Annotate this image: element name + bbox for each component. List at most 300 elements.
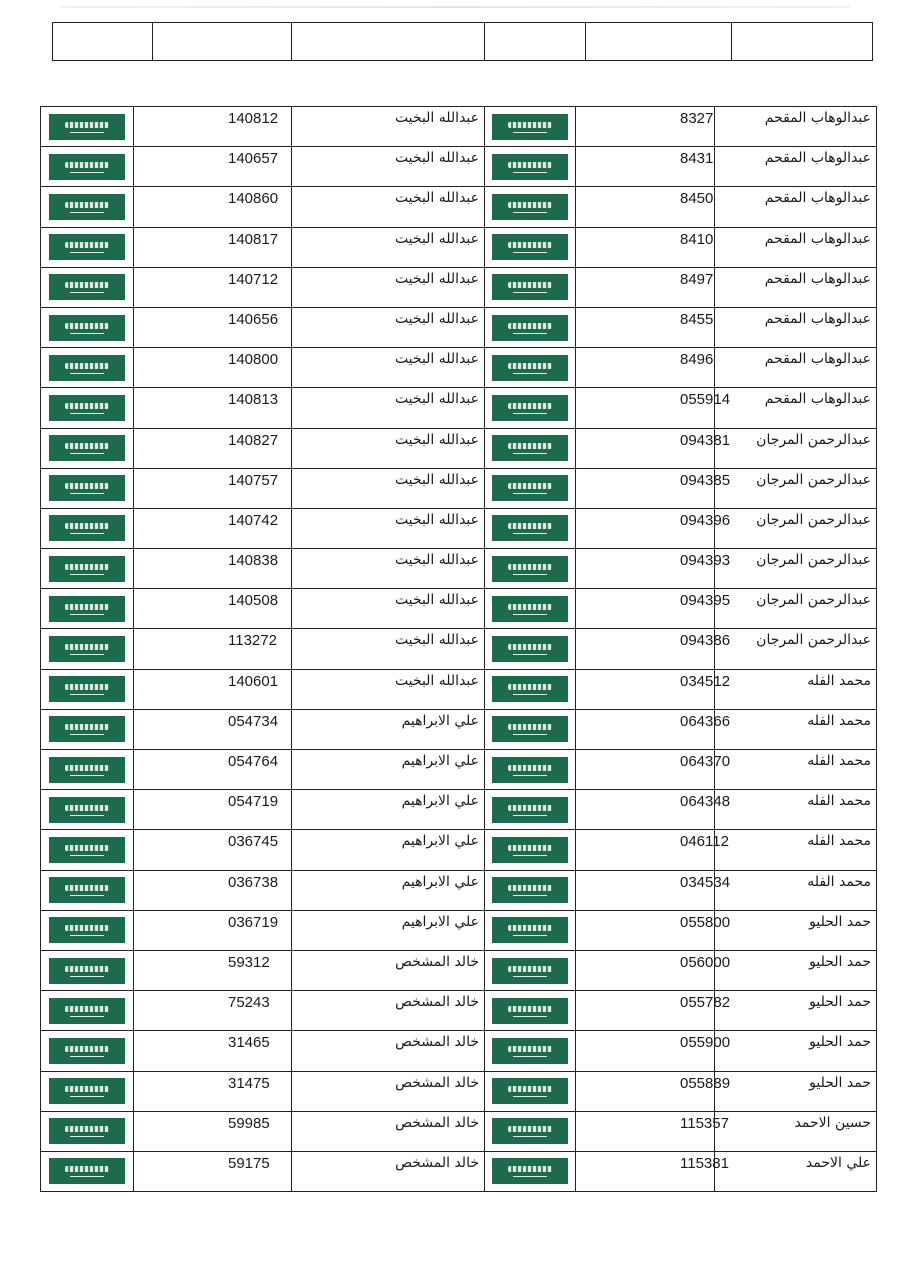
saudi-flag-icon bbox=[49, 435, 125, 461]
left-name-cell bbox=[292, 428, 485, 468]
saudi-flag-icon bbox=[49, 1158, 125, 1184]
right-number: 034512 bbox=[680, 672, 731, 690]
right-name: عبدالرحمن المرجان bbox=[756, 431, 871, 448]
right-name-cell bbox=[715, 549, 877, 589]
saudi-flag-icon bbox=[49, 757, 125, 783]
right-number-cell bbox=[576, 790, 731, 830]
right-number: 055914 bbox=[680, 391, 731, 409]
right-name: محمد الفله bbox=[807, 672, 871, 689]
left-name-cell bbox=[292, 991, 485, 1031]
saudi-flag-icon bbox=[492, 1118, 568, 1144]
left-number: 036719 bbox=[228, 913, 279, 931]
right-number: 8410 bbox=[680, 230, 714, 248]
table-row bbox=[41, 870, 877, 910]
left-number-cell bbox=[134, 468, 292, 508]
table-row bbox=[41, 388, 877, 428]
left-name-cell bbox=[292, 1151, 485, 1191]
table-row bbox=[41, 1031, 877, 1071]
right-number-cell bbox=[576, 508, 731, 548]
saudi-flag-icon bbox=[492, 515, 568, 541]
saudi-flag-icon bbox=[49, 114, 125, 140]
right-number: 055782 bbox=[680, 994, 731, 1012]
left-flag-cell bbox=[41, 669, 134, 709]
saudi-flag-icon bbox=[492, 274, 568, 300]
left-name-cell bbox=[292, 508, 485, 548]
left-number: 036738 bbox=[228, 873, 279, 891]
left-name-cell bbox=[292, 187, 485, 227]
saudi-flag-icon bbox=[492, 877, 568, 903]
saudi-flag-icon bbox=[49, 154, 125, 180]
right-number-cell bbox=[576, 629, 731, 669]
left-number: 054719 bbox=[228, 793, 279, 811]
left-flag-cell bbox=[41, 870, 134, 910]
saudi-flag-icon bbox=[492, 435, 568, 461]
right-flag-cell bbox=[485, 227, 576, 267]
left-number-cell bbox=[134, 147, 292, 187]
left-number: 140838 bbox=[228, 552, 279, 570]
saudi-flag-icon bbox=[492, 1078, 568, 1104]
left-name-cell bbox=[292, 870, 485, 910]
left-name: عبدالله البخيت bbox=[394, 431, 479, 448]
table-row bbox=[41, 1151, 877, 1191]
left-number-cell bbox=[134, 790, 292, 830]
left-name: عبدالله البخيت bbox=[394, 391, 479, 408]
right-number: 034534 bbox=[680, 873, 731, 891]
right-flag-cell bbox=[485, 348, 576, 388]
left-name-cell bbox=[292, 468, 485, 508]
saudi-flag-icon bbox=[492, 234, 568, 260]
right-name-cell bbox=[715, 267, 877, 307]
table-row bbox=[41, 629, 877, 669]
left-name-cell bbox=[292, 629, 485, 669]
right-name: حمد الحليو bbox=[809, 1074, 871, 1091]
left-name: عبدالله البخيت bbox=[394, 471, 479, 488]
right-number: 8496 bbox=[680, 351, 714, 369]
saudi-flag-icon bbox=[492, 596, 568, 622]
right-name: عبدالوهاب المقحم bbox=[764, 230, 871, 247]
left-name-cell bbox=[292, 1111, 485, 1151]
table-row bbox=[41, 468, 877, 508]
saudi-flag-icon bbox=[492, 636, 568, 662]
right-flag-cell bbox=[485, 428, 576, 468]
right-flag-cell bbox=[485, 830, 576, 870]
right-flag-cell bbox=[485, 991, 576, 1031]
saudi-flag-icon bbox=[492, 154, 568, 180]
saudi-flag-icon bbox=[492, 1158, 568, 1184]
right-name-cell bbox=[715, 428, 877, 468]
left-number-cell bbox=[134, 1111, 292, 1151]
left-number-cell bbox=[134, 589, 292, 629]
left-name-cell bbox=[292, 910, 485, 950]
left-flag-cell bbox=[41, 147, 134, 187]
right-name-cell bbox=[715, 227, 877, 267]
left-name-cell bbox=[292, 709, 485, 749]
table-row bbox=[41, 187, 877, 227]
saudi-flag-icon bbox=[492, 114, 568, 140]
right-name-cell bbox=[715, 950, 877, 990]
left-name: علي الابراهيم bbox=[401, 873, 479, 890]
left-name-cell bbox=[292, 1031, 485, 1071]
left-name: علي الابراهيم bbox=[401, 753, 479, 769]
saudi-flag-icon bbox=[49, 1078, 125, 1104]
right-flag-cell bbox=[485, 1071, 576, 1111]
left-number-cell bbox=[134, 910, 292, 950]
left-name-cell bbox=[292, 267, 485, 307]
left-name-cell bbox=[292, 107, 485, 147]
left-number: 140657 bbox=[228, 150, 279, 168]
saudi-flag-icon bbox=[492, 998, 568, 1024]
left-name: عبدالله البخيت bbox=[394, 672, 479, 689]
right-flag-cell bbox=[485, 750, 576, 790]
right-name: محمد الفله bbox=[807, 873, 871, 890]
right-name: عبدالوهاب المقحم bbox=[764, 190, 871, 207]
left-flag-cell bbox=[41, 267, 134, 307]
left-flag-cell bbox=[41, 910, 134, 950]
left-number-cell bbox=[134, 1031, 292, 1071]
right-name: محمد الفله bbox=[807, 833, 871, 850]
right-number: 8431 bbox=[680, 150, 714, 168]
right-number: 094396 bbox=[680, 511, 731, 529]
right-name-cell bbox=[715, 147, 877, 187]
left-number-cell bbox=[134, 1151, 292, 1191]
left-name: عبدالله البخيت bbox=[394, 310, 479, 327]
right-number: 094381 bbox=[680, 431, 731, 449]
right-number-cell bbox=[576, 549, 731, 589]
left-flag-cell bbox=[41, 187, 134, 227]
left-number: 140827 bbox=[228, 431, 279, 449]
saudi-flag-icon bbox=[49, 234, 125, 260]
left-flag-cell bbox=[41, 549, 134, 589]
left-flag-cell bbox=[41, 468, 134, 508]
right-name-cell bbox=[715, 1071, 877, 1111]
right-number: 056000 bbox=[680, 953, 731, 971]
left-flag-cell bbox=[41, 508, 134, 548]
right-name: عبدالرحمن المرجان bbox=[756, 632, 871, 649]
right-name: عبدالوهاب المقحم bbox=[764, 351, 871, 368]
right-name: عبدالوهاب المقحم bbox=[764, 270, 871, 287]
saudi-flag-icon bbox=[49, 1038, 125, 1064]
left-number-cell bbox=[134, 549, 292, 589]
right-number-cell bbox=[576, 1151, 729, 1191]
right-number: 064348 bbox=[680, 793, 731, 811]
right-number-cell bbox=[576, 991, 731, 1031]
left-name: عبدالله البخيت bbox=[394, 190, 479, 207]
left-number: 140742 bbox=[228, 511, 279, 529]
right-name-cell bbox=[715, 1111, 877, 1151]
left-flag-cell bbox=[41, 709, 134, 749]
right-name: محمد الفله bbox=[807, 793, 871, 810]
right-name-cell bbox=[715, 589, 877, 629]
right-number-cell bbox=[576, 870, 731, 910]
left-flag-cell bbox=[41, 629, 134, 669]
saudi-flag-icon bbox=[49, 837, 125, 863]
left-number: 31475 bbox=[228, 1074, 270, 1092]
right-name: عبدالرحمن المرجان bbox=[756, 592, 871, 609]
right-name-cell bbox=[715, 468, 877, 508]
saudi-flag-icon bbox=[492, 1038, 568, 1064]
left-number-cell bbox=[134, 709, 292, 749]
right-name-cell bbox=[715, 307, 877, 347]
saudi-flag-icon bbox=[49, 917, 125, 943]
left-number-cell bbox=[134, 187, 292, 227]
left-number-cell bbox=[134, 950, 292, 990]
saudi-flag-icon bbox=[49, 556, 125, 582]
table-row bbox=[41, 991, 877, 1031]
left-number-cell bbox=[134, 508, 292, 548]
left-name: علي الابراهيم bbox=[401, 712, 479, 729]
left-name-cell bbox=[292, 549, 485, 589]
left-flag-cell bbox=[41, 348, 134, 388]
right-flag-cell bbox=[485, 1151, 576, 1191]
left-name: علي الابراهيم bbox=[401, 913, 479, 930]
saudi-flag-icon bbox=[49, 274, 125, 300]
left-flag-cell bbox=[41, 1151, 134, 1191]
empty-header-table bbox=[52, 22, 873, 61]
table-row bbox=[41, 107, 877, 147]
left-name-cell bbox=[292, 589, 485, 629]
left-name-cell bbox=[292, 750, 485, 790]
left-number-cell bbox=[134, 428, 292, 468]
header-cell bbox=[292, 23, 485, 61]
right-number-cell bbox=[576, 950, 731, 990]
left-flag-cell bbox=[41, 950, 134, 990]
table-row bbox=[41, 267, 877, 307]
left-number-cell bbox=[134, 307, 292, 347]
left-name-cell bbox=[292, 669, 485, 709]
saudi-flag-icon bbox=[492, 757, 568, 783]
right-name-cell bbox=[715, 910, 877, 950]
left-name-cell bbox=[292, 950, 485, 990]
right-flag-cell bbox=[485, 187, 576, 227]
left-number: 140508 bbox=[228, 592, 279, 610]
saudi-flag-icon bbox=[492, 676, 568, 702]
right-name: محمد الفله bbox=[807, 712, 871, 729]
left-name-cell bbox=[292, 147, 485, 187]
right-flag-cell bbox=[485, 388, 576, 428]
right-name-cell bbox=[715, 187, 877, 227]
right-number: 8327 bbox=[680, 110, 714, 127]
right-number-cell bbox=[576, 187, 715, 227]
records-table bbox=[40, 106, 877, 1192]
left-number: 140656 bbox=[228, 310, 279, 328]
table-row bbox=[41, 1111, 877, 1151]
left-name: خالد المشخص bbox=[395, 1154, 479, 1171]
left-number: 140601 bbox=[228, 672, 279, 690]
left-number-cell bbox=[134, 388, 292, 428]
right-name: حمد الحليو bbox=[809, 913, 871, 930]
saudi-flag-icon bbox=[492, 958, 568, 984]
table-row bbox=[41, 549, 877, 589]
right-name-cell bbox=[715, 348, 877, 388]
left-number: 054734 bbox=[228, 712, 279, 730]
left-name: عبدالله البخيت bbox=[394, 230, 479, 247]
right-number: 046112 bbox=[680, 833, 729, 851]
left-name: علي الابراهيم bbox=[401, 793, 479, 810]
header-row bbox=[53, 23, 873, 61]
saudi-flag-icon bbox=[492, 556, 568, 582]
header-cell bbox=[732, 23, 873, 61]
left-flag-cell bbox=[41, 991, 134, 1031]
left-number: 140860 bbox=[228, 190, 279, 208]
right-number: 8450 bbox=[680, 190, 714, 208]
left-name: علي الابراهيم bbox=[401, 833, 479, 850]
saudi-flag-icon bbox=[492, 475, 568, 501]
right-name: حسين الاحمد bbox=[794, 1114, 871, 1131]
left-number-cell bbox=[134, 1071, 292, 1111]
right-name-cell bbox=[715, 1031, 877, 1071]
right-number-cell bbox=[576, 1071, 731, 1111]
right-flag-cell bbox=[485, 1031, 576, 1071]
saudi-flag-icon bbox=[492, 917, 568, 943]
right-number: 8455 bbox=[680, 310, 714, 328]
left-name-cell bbox=[292, 790, 485, 830]
right-number: 055889 bbox=[680, 1074, 731, 1092]
right-number: 055800 bbox=[680, 913, 731, 931]
right-number-cell bbox=[576, 267, 715, 307]
left-number-cell bbox=[134, 107, 292, 147]
left-number-cell bbox=[134, 750, 292, 790]
saudi-flag-icon bbox=[49, 475, 125, 501]
saudi-flag-icon bbox=[49, 877, 125, 903]
saudi-flag-icon bbox=[492, 355, 568, 381]
right-name: عبدالوهاب المقحم bbox=[764, 150, 871, 167]
left-number-cell bbox=[134, 267, 292, 307]
left-number: 59985 bbox=[228, 1114, 270, 1132]
left-name: خالد المشخص bbox=[395, 1074, 479, 1091]
right-number: 064366 bbox=[680, 712, 731, 730]
left-name: عبدالله البخيت bbox=[394, 351, 479, 368]
right-name: حمد الحليو bbox=[809, 953, 871, 970]
left-number-cell bbox=[134, 629, 292, 669]
right-number-cell bbox=[576, 227, 715, 267]
left-number: 054764 bbox=[228, 753, 279, 770]
table-row bbox=[41, 147, 877, 187]
left-number: 59175 bbox=[228, 1154, 270, 1172]
left-name: خالد المشخص bbox=[395, 1114, 479, 1131]
header-cell bbox=[586, 23, 732, 61]
header-cell bbox=[53, 23, 153, 61]
table-row bbox=[41, 669, 877, 709]
right-number-cell bbox=[576, 1111, 729, 1151]
right-flag-cell bbox=[485, 267, 576, 307]
left-name: عبدالله البخيت bbox=[394, 110, 479, 126]
right-flag-cell bbox=[485, 589, 576, 629]
right-name-cell bbox=[715, 388, 877, 428]
right-name: عبدالرحمن المرجان bbox=[756, 511, 871, 528]
left-number: 113272 bbox=[228, 632, 277, 650]
table-row bbox=[41, 307, 877, 347]
saudi-flag-icon bbox=[49, 515, 125, 541]
saudi-flag-icon bbox=[49, 636, 125, 662]
header-cell bbox=[153, 23, 292, 61]
saudi-flag-icon bbox=[49, 194, 125, 220]
saudi-flag-icon bbox=[49, 716, 125, 742]
left-number: 31465 bbox=[228, 1034, 270, 1052]
saudi-flag-icon bbox=[492, 837, 568, 863]
saudi-flag-icon bbox=[49, 315, 125, 341]
right-flag-cell bbox=[485, 629, 576, 669]
right-flag-cell bbox=[485, 790, 576, 830]
saudi-flag-icon bbox=[49, 355, 125, 381]
right-number-cell bbox=[576, 1031, 731, 1071]
right-flag-cell bbox=[485, 508, 576, 548]
table-row bbox=[41, 950, 877, 990]
right-name: عبدالوهاب المقحم bbox=[764, 310, 871, 327]
left-name: عبدالله البخيت bbox=[394, 552, 479, 569]
right-flag-cell bbox=[485, 1111, 576, 1151]
right-name-cell bbox=[715, 629, 877, 669]
right-number: 064370 bbox=[680, 753, 731, 770]
right-name-cell bbox=[715, 870, 877, 910]
left-flag-cell bbox=[41, 750, 134, 790]
right-flag-cell bbox=[485, 910, 576, 950]
left-number: 140812 bbox=[228, 110, 279, 127]
right-number-cell bbox=[576, 107, 715, 147]
left-name-cell bbox=[292, 348, 485, 388]
right-number-cell bbox=[576, 669, 731, 709]
left-name-cell bbox=[292, 307, 485, 347]
left-name-cell bbox=[292, 227, 485, 267]
left-flag-cell bbox=[41, 107, 134, 147]
left-flag-cell bbox=[41, 830, 134, 870]
left-number: 140817 bbox=[228, 230, 279, 248]
table-row bbox=[41, 709, 877, 749]
table-row bbox=[41, 750, 877, 790]
right-name-cell bbox=[715, 830, 877, 870]
left-number: 140800 bbox=[228, 351, 279, 369]
saudi-flag-icon bbox=[492, 716, 568, 742]
right-number: 8497 bbox=[680, 270, 714, 288]
table-row bbox=[41, 589, 877, 629]
table-row bbox=[41, 508, 877, 548]
right-number: 094395 bbox=[680, 592, 731, 610]
left-number: 036745 bbox=[228, 833, 279, 851]
left-flag-cell bbox=[41, 790, 134, 830]
right-name: عبدالرحمن المرجان bbox=[756, 471, 871, 488]
table-row bbox=[41, 348, 877, 388]
saudi-flag-icon bbox=[49, 998, 125, 1024]
left-flag-cell bbox=[41, 227, 134, 267]
left-flag-cell bbox=[41, 1111, 134, 1151]
right-number: 115381 bbox=[680, 1154, 729, 1172]
left-flag-cell bbox=[41, 388, 134, 428]
left-flag-cell bbox=[41, 428, 134, 468]
left-number: 140757 bbox=[228, 471, 279, 489]
saudi-flag-icon bbox=[492, 315, 568, 341]
left-number: 75243 bbox=[228, 994, 270, 1012]
left-flag-cell bbox=[41, 307, 134, 347]
right-name-cell bbox=[715, 991, 877, 1031]
saudi-flag-icon bbox=[49, 958, 125, 984]
right-flag-cell bbox=[485, 107, 576, 147]
right-number-cell bbox=[576, 468, 731, 508]
right-number-cell bbox=[576, 589, 731, 629]
left-name: عبدالله البخيت bbox=[394, 632, 479, 649]
left-number-cell bbox=[134, 830, 292, 870]
left-name: عبدالله البخيت bbox=[394, 150, 479, 167]
right-flag-cell bbox=[485, 549, 576, 589]
right-number-cell bbox=[576, 388, 731, 428]
saudi-flag-icon bbox=[49, 676, 125, 702]
right-flag-cell bbox=[485, 307, 576, 347]
right-name: حمد الحليو bbox=[809, 1034, 871, 1051]
header-cell bbox=[485, 23, 586, 61]
right-name-cell bbox=[715, 107, 877, 147]
saudi-flag-icon bbox=[492, 395, 568, 421]
right-number: 115357 bbox=[680, 1114, 729, 1132]
left-flag-cell bbox=[41, 1031, 134, 1071]
left-name-cell bbox=[292, 388, 485, 428]
